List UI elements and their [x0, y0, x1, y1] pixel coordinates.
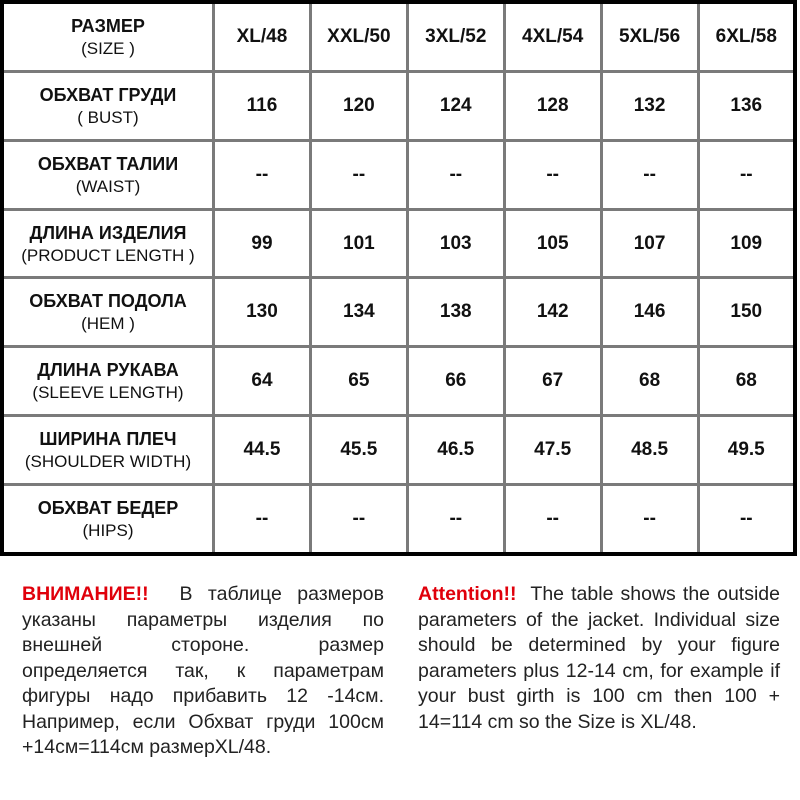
row-label — [2, 416, 214, 485]
size-header: 5XL/56 — [601, 2, 698, 72]
row-label — [2, 278, 214, 347]
row-label — [2, 347, 214, 416]
label-en: (HEM ) — [81, 314, 135, 334]
table-cell: 132 — [601, 72, 698, 141]
table-cell: -- — [310, 140, 407, 209]
row-label — [2, 140, 214, 209]
note-english — [418, 582, 780, 735]
table-cell: 142 — [504, 278, 601, 347]
row-label — [2, 2, 214, 72]
label-ru: ОБХВАТ БЕДЕР — [37, 497, 179, 518]
table-cell: 45.5 — [310, 416, 407, 485]
table-cell: 116 — [214, 72, 311, 141]
row-label — [2, 72, 214, 141]
table-cell: 64 — [214, 347, 311, 416]
header-row — [2, 2, 795, 72]
table-cell: 103 — [407, 209, 504, 278]
table-cell: 66 — [407, 347, 504, 416]
table-cell: 49.5 — [698, 416, 795, 485]
note-text-ru: В таблице размеров указаны параметры изделия по внешней стороне. размер определяется так, к параметрам фигуры надо прибавить 12 -14см. Например, если Обхват груди 100см +14см=114см размерXL/48. — [22, 583, 384, 758]
row-label — [2, 209, 214, 278]
table-cell: 101 — [310, 209, 407, 278]
table-cell: 67 — [504, 347, 601, 416]
size-header: 4XL/54 — [504, 2, 601, 72]
label-en: ( BUST) — [77, 107, 139, 127]
table-cell: 105 — [504, 209, 601, 278]
table-row — [2, 72, 795, 141]
table-cell: 107 — [601, 209, 698, 278]
table-cell: -- — [698, 484, 795, 554]
table-cell: 65 — [310, 347, 407, 416]
table-row — [2, 347, 795, 416]
table-cell: 146 — [601, 278, 698, 347]
label-ru: ДЛИНА РУКАВА — [37, 360, 179, 381]
table-cell: -- — [214, 140, 311, 209]
table-cell: -- — [504, 140, 601, 209]
label-ru: ОБХВАТ ГРУДИ — [39, 84, 177, 105]
label-en: (PRODUCT LENGTH ) — [21, 245, 195, 265]
attention-label-ru: ВНИМАНИЕ!! — [22, 583, 149, 605]
table-cell: 47.5 — [504, 416, 601, 485]
table-row — [2, 140, 795, 209]
table-cell: 99 — [214, 209, 311, 278]
table-cell: 124 — [407, 72, 504, 141]
size-header: XXL/50 — [310, 2, 407, 72]
note-text-en: The table shows the outside parameters of the jacket. Individual size should be determined by your figure parameters plus 12-14 cm, for example if your bust girth is 100 cm then 100 + 14=114 cm so the Size is XL/48. — [418, 583, 780, 733]
label-en: (HIPS) — [82, 520, 134, 540]
table-cell: 130 — [214, 278, 311, 347]
table-cell: 46.5 — [407, 416, 504, 485]
table-cell: 134 — [310, 278, 407, 347]
label-ru: ШИРИНА ПЛЕЧ — [39, 428, 177, 449]
table-cell: 68 — [601, 347, 698, 416]
table-cell: -- — [214, 484, 311, 554]
table-cell: 120 — [310, 72, 407, 141]
size-header: 3XL/52 — [407, 2, 504, 72]
table-cell: -- — [407, 484, 504, 554]
label-ru: ОБХВАТ ТАЛИИ — [37, 153, 179, 174]
table-cell: -- — [698, 140, 795, 209]
label-en: (SHOULDER WIDTH) — [24, 451, 192, 471]
label-ru: ОБХВАТ ПОДОЛА — [29, 291, 187, 312]
table-cell: -- — [310, 484, 407, 554]
label-en: (WAIST) — [75, 176, 141, 196]
table-cell: -- — [601, 140, 698, 209]
label-ru: РАЗМЕР — [71, 16, 145, 36]
table-cell: 68 — [698, 347, 795, 416]
table-row — [2, 209, 795, 278]
table-cell: 44.5 — [214, 416, 311, 485]
row-label — [2, 484, 214, 554]
label-en: (SIZE ) — [81, 39, 135, 58]
label-ru: ДЛИНА ИЗДЕЛИЯ — [29, 222, 187, 243]
table-row — [2, 484, 795, 554]
table-cell: 48.5 — [601, 416, 698, 485]
size-header: XL/48 — [214, 2, 311, 72]
table-cell: -- — [407, 140, 504, 209]
table-row — [2, 278, 795, 347]
note-russian — [22, 582, 384, 761]
table-cell: 128 — [504, 72, 601, 141]
label-en: (SLEEVE LENGTH) — [32, 383, 184, 403]
attention-label-en: Attention!! — [418, 583, 517, 605]
table-row — [2, 416, 795, 485]
table-cell: 138 — [407, 278, 504, 347]
table-cell: 109 — [698, 209, 795, 278]
table-cell: -- — [601, 484, 698, 554]
table-cell: 150 — [698, 278, 795, 347]
table-cell: -- — [504, 484, 601, 554]
table-cell: 136 — [698, 72, 795, 141]
size-header: 6XL/58 — [698, 2, 795, 72]
